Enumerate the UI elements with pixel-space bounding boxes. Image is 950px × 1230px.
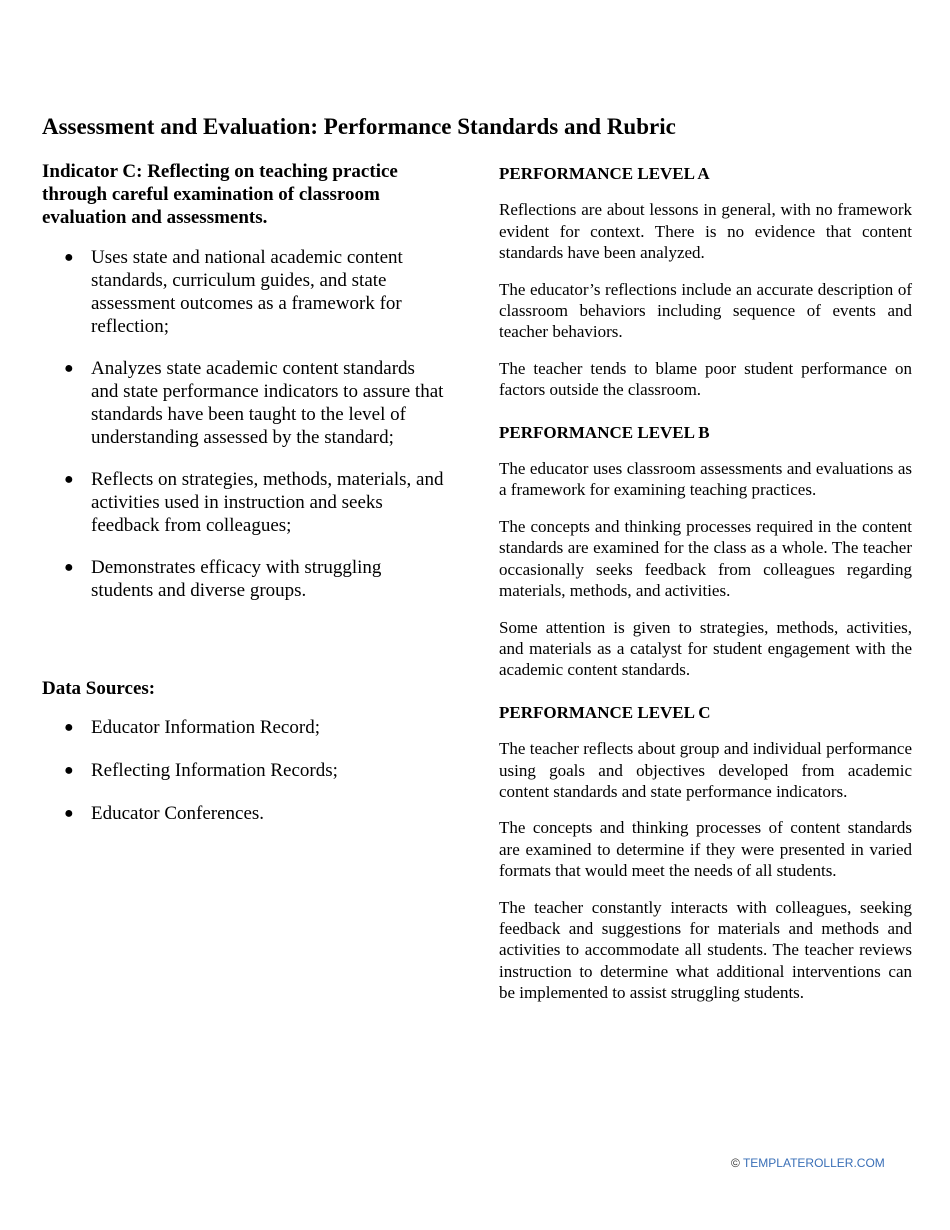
- list-item-text: Reflects on strategies, methods, materials, and activities used in instruction and seeks feedback from colleagues;: [91, 469, 444, 536]
- list-item: [42, 357, 447, 449]
- list-item-text: Demonstrates efficacy with struggling students and diverse groups.: [91, 557, 382, 601]
- level-paragraph: Some attention is given to strategies, methods, activities, and materials as a catalyst for student engagement with the academic content standards.: [499, 617, 912, 680]
- level-paragraph: The teacher tends to blame poor student performance on factors outside the classroom.: [499, 358, 912, 400]
- list-item: [42, 759, 447, 782]
- performance-levels-column: [499, 163, 912, 1025]
- bullet-icon: ●: [64, 762, 74, 779]
- bullet-icon: ●: [64, 805, 74, 822]
- level-heading: PERFORMANCE LEVEL C: [499, 702, 711, 722]
- list-item-text: Educator Conferences.: [91, 803, 265, 824]
- level-paragraph: The educator uses classroom assessments and evaluations as a framework for examining teaching practices.: [499, 459, 912, 500]
- level-heading: PERFORMANCE LEVEL A: [499, 164, 710, 183]
- level-paragraph: The concepts and thinking processes of content standards are examined to determine if they were presented in varied formats that would meet the needs of all students.: [499, 818, 912, 881]
- bullet-icon: ●: [64, 471, 74, 488]
- copyright-symbol: ©: [731, 1156, 740, 1170]
- performance-level-a: [499, 163, 912, 401]
- performance-level-b: [499, 422, 912, 681]
- data-sources-list: [42, 716, 447, 825]
- level-paragraph: The educator’s reflections include an accurate description of classroom behaviors including sequence of events and teacher behaviors.: [499, 279, 912, 342]
- bullet-icon: ●: [64, 559, 74, 576]
- list-item: [42, 716, 447, 739]
- list-item: [42, 246, 447, 338]
- footer-site-name[interactable]: TEMPLATEROLLER.COM: [742, 1156, 885, 1170]
- performance-level-c: [499, 702, 912, 1004]
- page-title: Assessment and Evaluation: Performance Standards and Rubric: [42, 114, 676, 139]
- list-item-text: Educator Information Record;: [91, 717, 320, 738]
- list-item-text: Uses state and national academic content standards, curriculum guides, and state assessment outcomes as a framework for reflection;: [91, 247, 403, 337]
- level-paragraph: The teacher constantly interacts with colleagues, seeking feedback and suggestions for materials and methods and activities to accommodate all students. The teacher reviews instruction to determine what additional interventions can be implemented to assist struggling students.: [499, 897, 912, 1003]
- level-paragraph: The concepts and thinking processes required in the content standards are examined for the class as a whole. The teacher occasionally seeks feedback from colleagues regarding materials, methods, and activities.: [499, 516, 912, 601]
- indicator-bullet-list: [42, 246, 447, 602]
- indicator-heading: Indicator C: Reflecting on teaching practice through careful examination of classroom evaluation and assessments.: [42, 161, 398, 228]
- bullet-icon: ●: [64, 249, 74, 266]
- footer-link[interactable]: [731, 1156, 885, 1170]
- level-paragraph: The teacher reflects about group and individual performance using goals and objectives developed from academic content standards and state performance indicators.: [499, 739, 912, 801]
- list-item-text: Analyzes state academic content standards and state performance indicators to assure that standards have been taught to the level of understanding assessed by the standard;: [91, 358, 444, 448]
- list-item: [42, 802, 447, 825]
- bullet-icon: ●: [64, 360, 74, 377]
- level-paragraph: Reflections are about lessons in general, with no framework evident for context. There is no evidence that content standards have been analyzed.: [499, 200, 912, 263]
- list-item: [42, 468, 447, 537]
- list-item-text: Reflecting Information Records;: [91, 760, 338, 781]
- list-item: [42, 556, 447, 602]
- indicator-column: [42, 160, 447, 845]
- bullet-icon: ●: [64, 719, 74, 736]
- data-sources-heading: Data Sources:: [42, 678, 156, 699]
- level-heading: PERFORMANCE LEVEL B: [499, 422, 710, 442]
